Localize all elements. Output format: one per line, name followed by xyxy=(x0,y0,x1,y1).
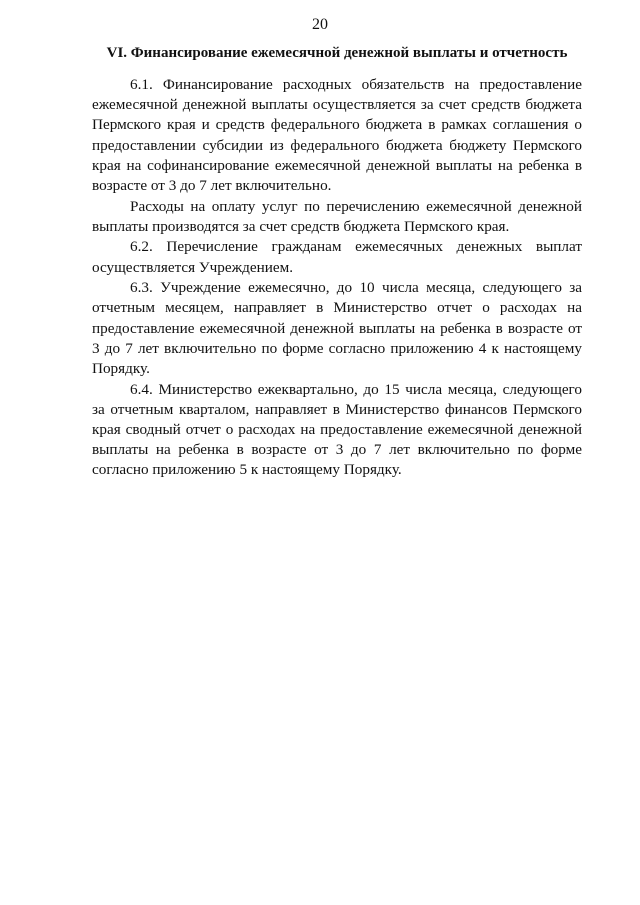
paragraph-6-3: 6.3. Учреждение ежемесячно, до 10 числа месяца, следующего за отчетным месяцем, направляет в Министерство отчет о расходах на предоставление ежемесячной денежной выплаты на ребенка в возрасте от 3 до 7 лет включительно по форме согласно приложению 4 к настоящему Порядку. xyxy=(92,279,582,378)
page-number: 20 xyxy=(312,16,328,33)
section-title: VI. Финансирование ежемесячной денежной выплаты и отчетность xyxy=(106,45,568,61)
paragraph-6-4: 6.4. Министерство ежеквартально, до 15 числа месяца, следующего за отчетным кварталом, направляет в Министерство финансов Пермского края сводный отчет о расходах на предоставление ежемесячной денежной выплаты на ребенка в возрасте от 3 до 7 лет включительно по форме согласно приложению 5 к настоящему Порядку. xyxy=(92,380,582,479)
document-body xyxy=(92,75,582,481)
paragraph-expenses-note: Расходы на оплату услуг по перечислению ежемесячной денежной выплаты производятся за счет средств бюджета Пермского края. xyxy=(92,197,582,235)
paragraph-6-2: 6.2. Перечисление гражданам ежемесячных денежных выплат осуществляется Учреждением. xyxy=(92,238,582,276)
paragraph-6-1: 6.1. Финансирование расходных обязательств на предоставление ежемесячной денежной выплаты осуществляется за счет средств бюджета Пермского края и средств федерального бюджета в рамках соглашения о предоставлении субсидии из федерального бюджета бюджету Пермского края на софинансирование ежемесячной денежной выплаты на ребенка в возрасте от 3 до 7 лет включительно. xyxy=(92,76,582,195)
